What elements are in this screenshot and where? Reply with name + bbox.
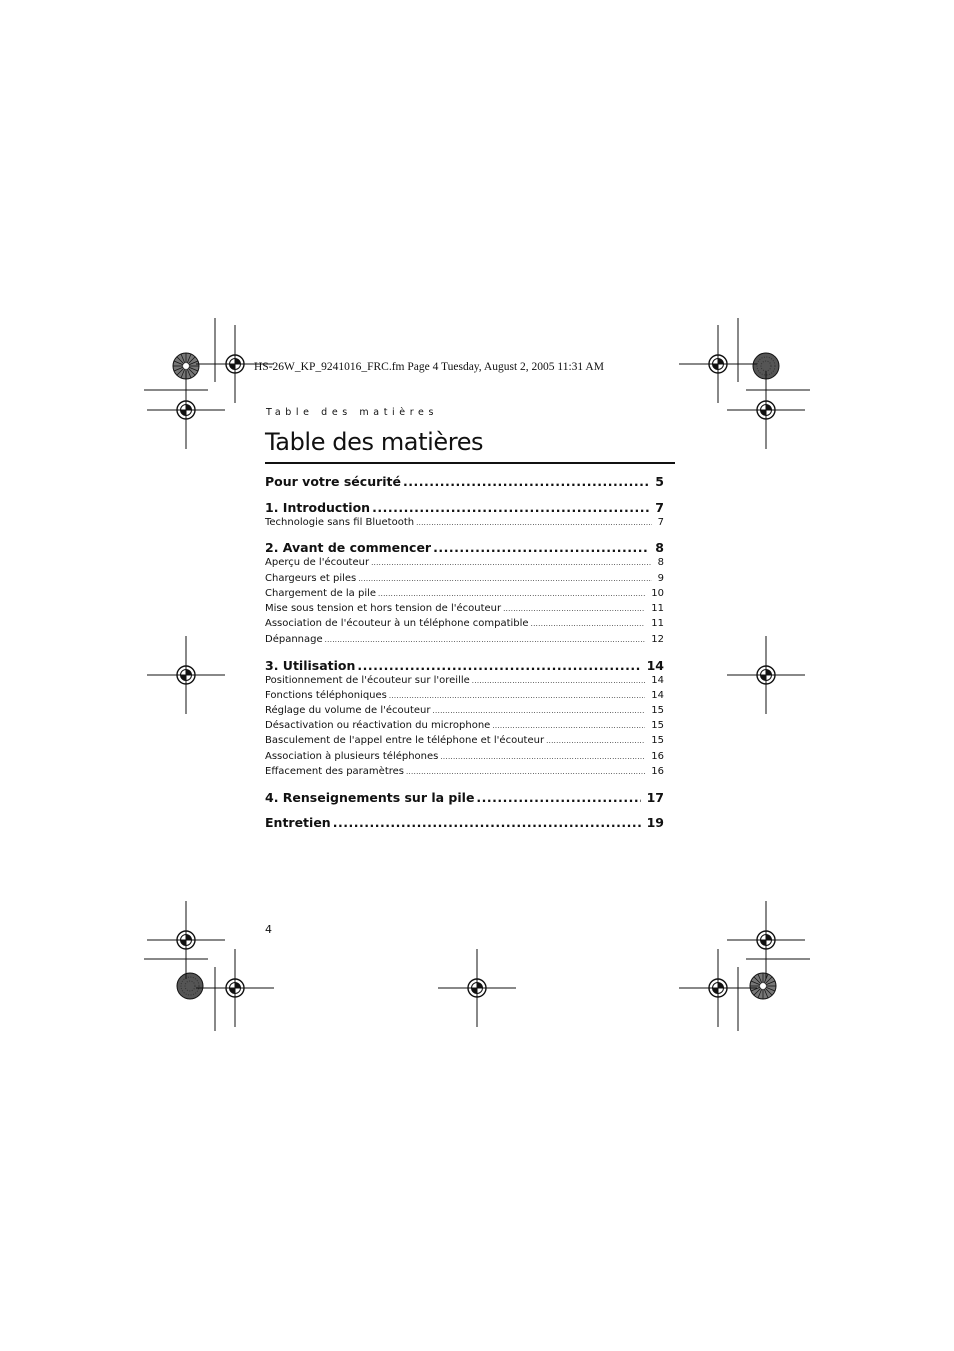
toc-entry[interactable]: 3. Utilisation ..... 14	[265, 658, 664, 673]
toc-subentry[interactable]: Fonctions téléphoniques ..... 14	[265, 690, 664, 701]
toc-subentry[interactable]: Réglage du volume de l'écouteur ..... 15	[265, 705, 664, 716]
toc-subentry[interactable]: Association à plusieurs téléphones ..... 16	[265, 751, 664, 762]
title-rule	[265, 462, 675, 464]
toc-subentry[interactable]: Positionnement de l'écouteur sur l'oreille ..... 14	[265, 675, 664, 686]
toc-entry[interactable]: Pour votre sécurité ..... 5	[265, 474, 664, 489]
toc-entry[interactable]: 4. Renseignements sur la pile ..... 17	[265, 790, 664, 805]
toc-entry[interactable]: Entretien ..... 19	[265, 815, 664, 830]
toc-subentry[interactable]: Chargement de la pile ..... 10	[265, 588, 664, 599]
file-slug: HS-26W_KP_9241016_FRC.fm Page 4 Tuesday, August 2, 2005 11:31 AM	[254, 361, 604, 373]
toc-subentry[interactable]: Dépannage ..... 12	[265, 634, 664, 645]
toc-subentry[interactable]: Aperçu de l'écouteur ..... 8	[265, 557, 664, 568]
toc-subentry[interactable]: Chargeurs et piles ..... 9	[265, 573, 664, 584]
toc-subentry[interactable]: Technologie sans fil Bluetooth ..... 7	[265, 517, 664, 528]
toc-subentry[interactable]: Basculement de l'appel entre le téléphone et l'écouteur ..... 15	[265, 735, 664, 746]
page-number: 4	[265, 923, 272, 936]
toc-entry[interactable]: 1. Introduction ..... 7	[265, 500, 664, 515]
running-head: Table des matières	[266, 407, 439, 418]
page-title: Table des matières	[265, 428, 484, 456]
toc-subentry[interactable]: Association de l'écouteur à un téléphone compatible ..... 11	[265, 618, 664, 629]
toc-entry[interactable]: 2. Avant de commencer ..... 8	[265, 540, 664, 555]
toc-subentry[interactable]: Effacement des paramètres ..... 16	[265, 766, 664, 777]
toc-subentry[interactable]: Désactivation ou réactivation du microphone ..... 15	[265, 720, 664, 731]
toc-subentry[interactable]: Mise sous tension et hors tension de l'écouteur ..... 11	[265, 603, 664, 614]
